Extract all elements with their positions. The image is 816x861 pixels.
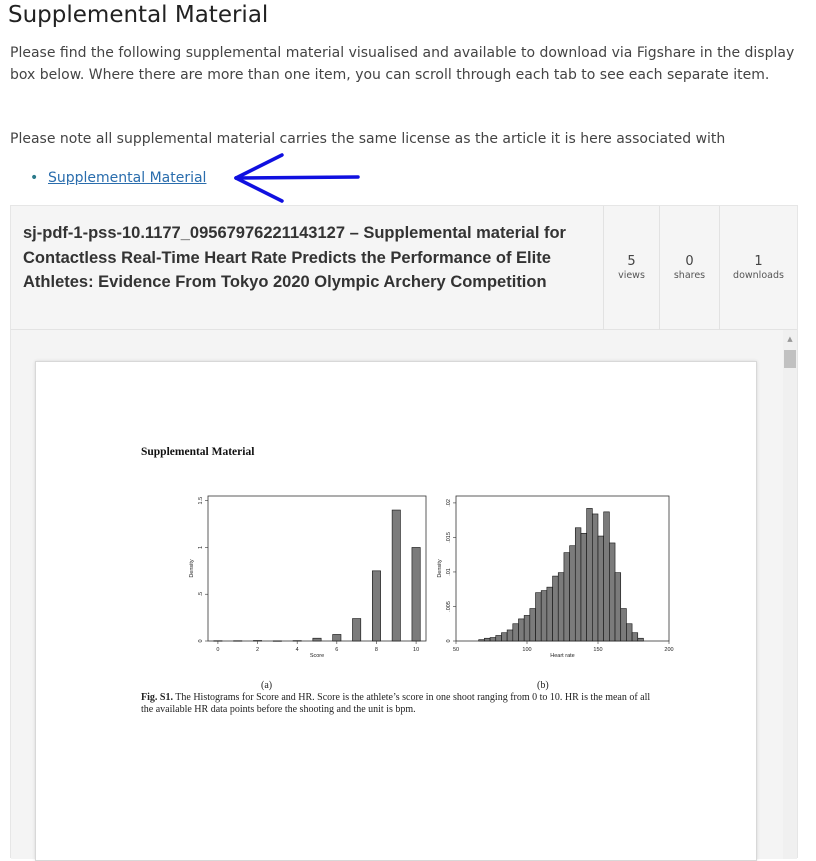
- score-ytick-label-1: .5: [198, 591, 204, 597]
- score-xtick-label-0: 0: [216, 647, 220, 653]
- hr-bar-15: [564, 553, 570, 641]
- downloads-count: 1: [754, 254, 763, 269]
- hr-bar-21: [598, 536, 604, 641]
- views-label: views: [618, 270, 645, 281]
- hr-xtick-label-2: 150: [593, 647, 603, 653]
- hr-bar-17: [575, 528, 581, 641]
- hr-bar-10: [536, 593, 542, 641]
- hr-bar-7: [518, 619, 524, 641]
- hr-bar-2: [490, 638, 496, 641]
- hr-bar-1: [484, 638, 490, 641]
- score-xtick-label-3: 6: [335, 647, 339, 653]
- score-ytick-label-0: 0: [198, 639, 204, 643]
- hr-bar-6: [513, 624, 519, 641]
- caption-text: The Histograms for Score and HR. Score is the athlete’s score in one shoot ranging from 0 to 10. HR is the mean of all the available HR data points before the shooting and the unit is bpm.: [141, 692, 651, 715]
- figshare-item-title: sj-pdf-1-pss-10.1177_09567976221143127 – Supplemental material for Contactless Real-Time Heart Rate Predicts the Performance of Elite Athletes: Evidence From Tokyo 2020 Olympic Archery Competition: [23, 224, 566, 291]
- hr-ytick-label-3: .015: [446, 532, 452, 543]
- hr-bar-25: [621, 609, 627, 641]
- figshare-header: [11, 206, 797, 330]
- hr-ytick-label-4: .02: [446, 499, 452, 507]
- pdf-viewer[interactable]: [11, 330, 797, 859]
- score-xtick-label-1: 2: [256, 647, 260, 653]
- hr-bar-11: [541, 591, 547, 641]
- page-title: Supplemental Material: [8, 2, 269, 28]
- shares-label: shares: [673, 270, 706, 281]
- hr-bar-28: [638, 638, 644, 641]
- stat-views: [603, 206, 659, 330]
- license-note: Please note all supplemental material carries the same license as the article it is here associated with: [10, 131, 726, 147]
- bullet-dot: •: [30, 170, 39, 186]
- score-x-axis-label: Score: [309, 653, 325, 659]
- score-bar-2: [253, 641, 261, 642]
- hr-bar-24: [615, 573, 621, 641]
- score-bar-10: [412, 547, 420, 641]
- hr-bar-20: [592, 514, 598, 641]
- subfigure-label-a: (a): [261, 680, 273, 691]
- hr-bar-12: [547, 587, 553, 641]
- hr-bar-23: [609, 543, 615, 641]
- score-xtick-label-5: 10: [413, 647, 420, 653]
- hr-bar-22: [604, 512, 610, 641]
- hr-x-axis-label: Heart rate: [550, 653, 575, 659]
- annotation-arrow-link: [226, 150, 366, 206]
- score-bar-6: [333, 634, 341, 641]
- score-xtick-label-4: 8: [374, 647, 378, 653]
- downloads-label: downloads: [733, 270, 784, 281]
- score-y-axis-label: Density: [189, 559, 195, 578]
- pdf-page: [35, 361, 757, 861]
- hr-ytick-label-2: .01: [446, 568, 452, 576]
- hr-bar-5: [507, 630, 513, 641]
- views-count: 5: [627, 254, 636, 269]
- figure-caption: [141, 692, 661, 715]
- hr-xtick-label-1: 100: [522, 647, 532, 653]
- score-xtick-label-2: 4: [295, 647, 299, 653]
- histogram-figure: [146, 492, 674, 682]
- score-bar-7: [352, 619, 360, 641]
- hr-bar-16: [570, 546, 576, 641]
- hr-bar-3: [496, 635, 502, 641]
- shares-count: 0: [685, 254, 694, 269]
- score-bar-5: [313, 638, 321, 641]
- hr-bar-19: [587, 508, 593, 641]
- score-bar-3: [273, 641, 281, 642]
- hr-bar-13: [553, 576, 559, 641]
- score-bar-8: [372, 571, 380, 641]
- caption-label: Fig. S1.: [141, 692, 173, 703]
- supplement-list: [30, 167, 206, 189]
- score-bar-9: [392, 510, 400, 641]
- figshare-panel: [10, 205, 798, 858]
- hr-ytick-label-0: 0: [446, 639, 452, 643]
- subfigure-label-b: (b): [537, 680, 549, 691]
- scroll-up-arrow-icon[interactable]: ▲: [787, 335, 793, 343]
- hr-bar-0: [479, 640, 485, 641]
- scrollbar-thumb[interactable]: [784, 350, 796, 368]
- hr-xtick-label-0: 50: [452, 647, 460, 653]
- stat-downloads: [719, 206, 797, 330]
- hr-bar-8: [524, 615, 530, 641]
- hr-bar-9: [530, 609, 536, 641]
- pdf-heading: Supplemental Material: [141, 446, 255, 458]
- hr-bar-27: [632, 633, 638, 641]
- intro-paragraph: Please find the following supplemental material visualised and available to download via Figshare in the display box below. Where there are more than one item, you can scroll through each tab to see each separate item.: [10, 45, 795, 83]
- hr-bar-14: [558, 573, 564, 641]
- score-bar-1: [234, 641, 242, 642]
- hr-xtick-label-3: 200: [664, 647, 674, 653]
- hr-ytick-label-1: .005: [446, 601, 452, 612]
- hr-bar-4: [501, 633, 507, 641]
- hr-bar-26: [626, 624, 632, 641]
- hr-y-axis-label: Density: [437, 559, 443, 578]
- stat-shares: [659, 206, 719, 330]
- viewer-scrollbar[interactable]: [783, 330, 797, 859]
- supplemental-material-link[interactable]: Supplemental Material: [48, 170, 207, 186]
- score-ytick-label-2: 1: [198, 545, 204, 549]
- hr-bar-18: [581, 533, 587, 641]
- score-ytick-label-3: 1.5: [198, 496, 204, 505]
